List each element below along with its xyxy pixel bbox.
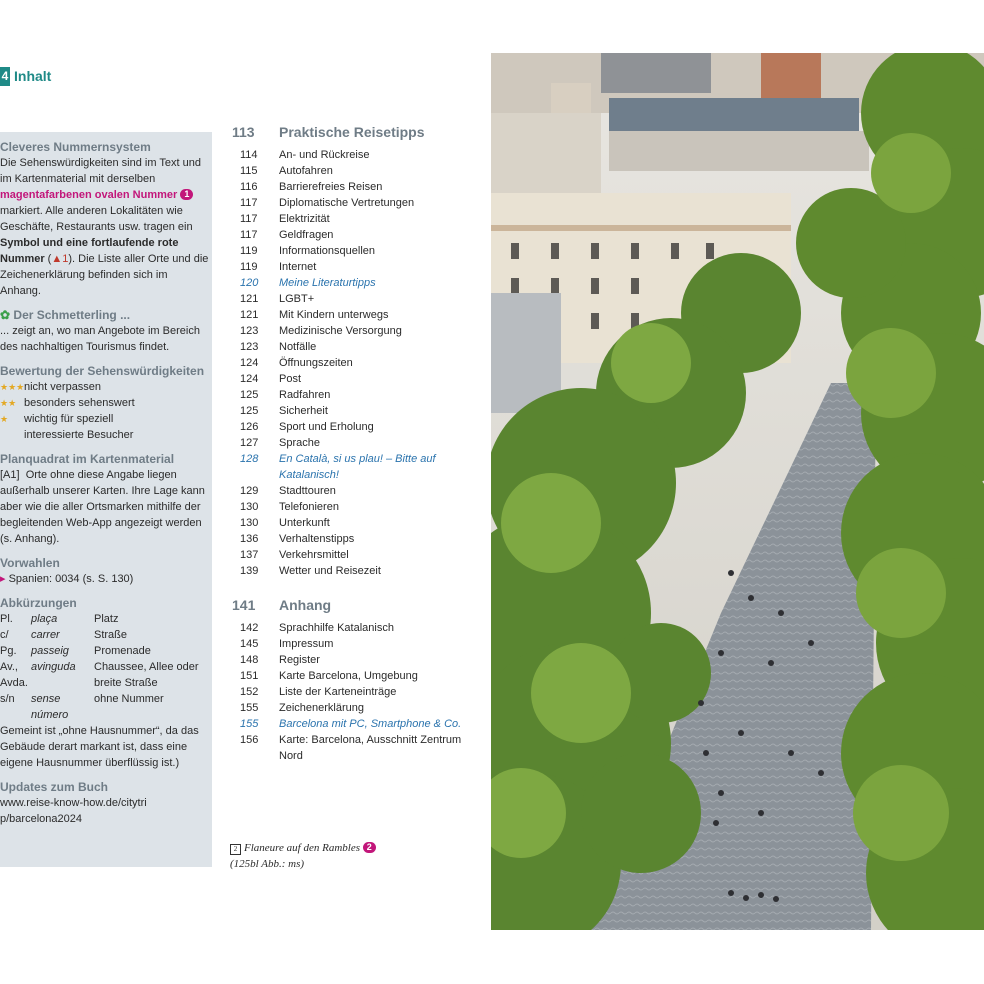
toc-entry[interactable] <box>232 435 462 451</box>
toc-sections <box>232 122 462 764</box>
abbr-catalan: carrer <box>31 629 60 641</box>
toc-entry[interactable] <box>232 499 462 515</box>
toc-entry-title: Unterkunft <box>279 517 330 529</box>
photo-credit: (125bl Abb.: ms) <box>230 858 305 870</box>
toc-entry-title: Meine Literaturtipps <box>279 277 376 289</box>
toc-entry-title: Sprachhilfe Katalanisch <box>279 622 394 634</box>
toc-entry[interactable] <box>232 147 462 163</box>
toc-entry-page: 145 <box>240 638 259 650</box>
toc-entry-page: 125 <box>240 389 259 401</box>
toc-entry[interactable] <box>232 243 462 259</box>
toc-entry-title: Verkehrsmittel <box>279 549 349 561</box>
rating-row <box>0 395 210 411</box>
toc-entry[interactable] <box>232 620 462 636</box>
text-part: Orte ohne diese Angabe liegen außerhalb unserer Karten. Ihre Lage kann aber wie die aller Ortsmarken mithilfe der begleitenden Web-App angezeigt werden (s. Anhang). <box>0 469 205 545</box>
toc-entry-page: 156 <box>240 734 259 746</box>
grid-code: [A1] <box>0 469 20 481</box>
bold-text: Symbol und eine fortlaufende rote Nummer <box>0 237 179 265</box>
toc-entry-page: 115 <box>240 165 258 177</box>
schmetterling-title: Der Schmetterling ... <box>13 308 131 322</box>
toc-entry-title: Sport und Erholung <box>279 421 374 433</box>
magenta-highlight: magentafarbenen ovalen Nummer <box>0 189 178 201</box>
toc-entry-title: Diplomatische Vertretungen <box>279 197 415 209</box>
toc-entry-page: 142 <box>240 622 259 634</box>
nummernsystem-heading: Cleveres Nummernsystem <box>0 140 151 154</box>
abbr: Pl. <box>0 613 13 625</box>
toc-entry-title: Telefonieren <box>279 501 339 513</box>
nummernsystem-text <box>0 155 210 299</box>
toc-entry-title: Impressum <box>279 638 334 650</box>
toc-section-title: Anhang <box>279 597 332 613</box>
stars-icon: ★ <box>0 414 9 424</box>
rating-label: wichtig für speziell interessierte Besucher <box>24 413 134 441</box>
oval-number-badge: 2 <box>363 842 376 853</box>
toc-entry-title: En Català, si us plau! – Bitte auf Katalanisch! <box>279 453 436 481</box>
toc-entry[interactable] <box>232 483 462 499</box>
toc-entry-title: Öffnungszeiten <box>279 357 353 369</box>
toc-section-title: Praktische Reisetipps <box>279 124 425 140</box>
toc-entry-title: Stadttouren <box>279 485 336 497</box>
toc-entry-title: Mit Kindern unterwegs <box>279 309 389 321</box>
toc-entry[interactable] <box>232 531 462 547</box>
abbr-german: Chaussee, Allee oder breite Straße <box>94 661 199 689</box>
caption-marker-icon: 2 <box>230 844 241 855</box>
text-part: Die Sehenswürdigkeiten sind im Text und im Kartenmaterial mit derselben <box>0 157 201 185</box>
toc-gap <box>232 579 462 595</box>
toc-entry-page: 123 <box>240 341 259 353</box>
toc-entry-title: Sicherheit <box>279 405 328 417</box>
caption-text: Flaneure auf den Rambles <box>244 842 360 854</box>
planquadrat-heading: Planquadrat im Kartenmaterial <box>0 452 175 466</box>
abbr: s/n <box>0 693 15 705</box>
photo-illustration <box>491 53 984 930</box>
abbr-german: Straße <box>94 629 128 641</box>
toc-entry[interactable] <box>232 307 462 323</box>
toc-entry-page: 127 <box>240 437 259 449</box>
toc-entry[interactable] <box>232 163 462 179</box>
toc-entry[interactable] <box>232 355 462 371</box>
toc-entry-title: Elektrizität <box>279 213 330 225</box>
abbr-catalan: plaça <box>31 613 58 625</box>
page-header <box>0 66 51 86</box>
page-title: Inhalt <box>14 68 52 84</box>
toc-entry-page: 120 <box>240 277 259 289</box>
abbreviation-table <box>0 611 210 723</box>
bewertung-heading: Bewertung der Sehenswürdigkeiten <box>0 364 205 378</box>
toc-entry-page: 117 <box>240 229 258 241</box>
table-of-contents <box>232 122 462 764</box>
toc-entry-title: Wetter und Reisezeit <box>279 565 381 577</box>
toc-entry[interactable] <box>232 179 462 195</box>
toc-entry-title: LGBT+ <box>279 293 315 305</box>
toc-entry[interactable] <box>232 291 462 307</box>
abbr: c/ <box>0 629 9 641</box>
toc-entry-title: Internet <box>279 261 317 273</box>
toc-entry-title: Barcelona mit PC, Smartphone & Co. <box>279 718 462 730</box>
abbreviation-row <box>0 611 210 627</box>
toc-entry-title: Post <box>279 373 302 385</box>
toc-entry-title: Informationsquellen <box>279 245 376 257</box>
text-part: ). Die Liste aller Orte und die Zeichenerklärung befinden sich im Anhang. <box>0 253 209 297</box>
toc-entry-page: 129 <box>240 485 259 497</box>
updates-url[interactable]: www.reise-know-how.de/citytrip/barcelona2024 <box>0 797 147 825</box>
toc-entry[interactable] <box>232 227 462 243</box>
toc-entry-title: Karte: Barcelona, Ausschnitt Zentrum Nord <box>279 734 462 762</box>
toc-entry-page: 155 <box>240 718 259 730</box>
toc-entry-title: Liste der Karteneinträge <box>279 686 397 698</box>
toc-entry-title: Verhaltenstipps <box>279 533 355 545</box>
toc-entry-title: Geldfragen <box>279 229 334 241</box>
abbreviation-row <box>0 627 210 643</box>
toc-entry-title: Autofahren <box>279 165 333 177</box>
abbr-catalan: sense número <box>31 693 69 721</box>
rating-list <box>0 379 210 443</box>
bullet-icon: ▸ <box>0 573 6 585</box>
rating-label: nicht verpassen <box>24 381 102 393</box>
toc-entry-page: 123 <box>240 325 259 337</box>
toc-entry-page: 136 <box>240 533 259 545</box>
toc-entry[interactable] <box>232 563 462 579</box>
toc-entry[interactable] <box>232 211 462 227</box>
abbreviation-note: Gemeint ist „ohne Hausnummer“, da das Gebäude derart markant ist, dass eine eigene Hausnummer überflüssig ist.) <box>0 725 199 769</box>
toc-entry[interactable] <box>232 275 462 291</box>
toc-entry[interactable] <box>232 515 462 531</box>
toc-entry-title: Karte Barcelona, Umgebung <box>279 670 418 682</box>
toc-entry[interactable] <box>232 716 462 732</box>
text-part: Spanien: 0034 (s. S. 130) <box>8 573 134 585</box>
toc-entry-page: 117 <box>240 213 258 225</box>
toc-entry-page: 116 <box>240 181 258 193</box>
abbr: Av., Avda. <box>0 661 28 689</box>
toc-entry-page: 124 <box>240 373 259 385</box>
toc-entry-title: Radfahren <box>279 389 331 401</box>
toc-entry-title: Sprache <box>279 437 320 449</box>
toc-entry-title: Notfälle <box>279 341 317 353</box>
schmetterling-text: ... zeigt an, wo man Angebote im Bereich des nachhaltigen Tourismus findet. <box>0 325 200 353</box>
toc-entry-page: 137 <box>240 549 259 561</box>
toc-entry[interactable] <box>232 323 462 339</box>
abbr-catalan: avinguda <box>31 661 76 673</box>
toc-entry[interactable] <box>232 547 462 563</box>
rating-label: besonders sehenswert <box>24 397 135 409</box>
toc-entry-page: 130 <box>240 517 259 529</box>
oval-number-badge: 1 <box>180 189 193 200</box>
butterfly-icon: ✿ <box>0 308 11 322</box>
toc-entry-page: 152 <box>240 686 259 698</box>
toc-entry-page: 151 <box>240 670 259 682</box>
toc-section-heading[interactable] <box>232 595 462 615</box>
toc-entry-page: 130 <box>240 501 259 513</box>
toc-entry-page: 119 <box>240 261 258 273</box>
toc-entry[interactable] <box>232 259 462 275</box>
abbr-german: Platz <box>94 613 119 625</box>
abbreviation-row <box>0 691 210 723</box>
stars-icon: ★★★ <box>0 382 25 392</box>
photo-caption <box>230 840 450 872</box>
rambla-aerial-photo <box>491 53 984 930</box>
abbr-german: ohne Nummer <box>94 693 164 705</box>
text-part: ( <box>44 253 52 265</box>
toc-entry-page: 117 <box>240 197 258 209</box>
toc-entry[interactable] <box>232 451 462 483</box>
planquadrat-text <box>0 467 210 547</box>
toc-entry-page: 121 <box>240 293 259 305</box>
abbr-german: Promenade <box>94 645 151 657</box>
rating-row <box>0 379 210 395</box>
toc-entry[interactable] <box>232 387 462 403</box>
vorwahlen-heading: Vorwahlen <box>0 556 60 570</box>
toc-entry-page: 114 <box>240 149 258 161</box>
toc-entry-page: 124 <box>240 357 259 369</box>
toc-entry[interactable] <box>232 339 462 355</box>
toc-entry-title: Zeichenerklärung <box>279 702 364 714</box>
abbreviation-row <box>0 643 210 659</box>
toc-entry-page: 128 <box>240 453 259 465</box>
toc-entry-title: Register <box>279 654 320 666</box>
toc-entry-page: 155 <box>240 702 259 714</box>
updates-heading: Updates zum Buch <box>0 780 109 794</box>
toc-entry[interactable] <box>232 195 462 211</box>
toc-entry[interactable] <box>232 403 462 419</box>
toc-entry-page: 119 <box>240 245 258 257</box>
abkuerzungen-heading: Abkürzungen <box>0 596 77 610</box>
toc-entry-page: 121 <box>240 309 259 321</box>
rating-row <box>0 411 210 443</box>
stars-icon: ★★ <box>0 398 17 408</box>
toc-section-page: 113 <box>232 124 255 140</box>
toc-section-page: 141 <box>232 597 256 613</box>
toc-entry-page: 126 <box>240 421 259 433</box>
abbr: Pg. <box>0 645 17 657</box>
toc-entry-title: An- und Rückreise <box>279 149 370 161</box>
toc-entry-title: Medizinische Versorgung <box>279 325 402 337</box>
toc-entry-title: Barrierefreies Reisen <box>279 181 383 193</box>
toc-entry[interactable] <box>232 636 462 652</box>
toc-entry-page: 148 <box>240 654 259 666</box>
toc-entry[interactable] <box>232 371 462 387</box>
schmetterling-heading <box>0 308 210 323</box>
red-symbol: ▲1 <box>51 253 69 265</box>
toc-entry-page: 139 <box>240 565 259 577</box>
toc-entry-page: 125 <box>240 405 259 417</box>
toc-entry[interactable] <box>232 652 462 668</box>
abbreviation-row <box>0 659 210 691</box>
toc-entry[interactable] <box>232 732 462 764</box>
toc-entry[interactable] <box>232 700 462 716</box>
text-part: markiert. Alle anderen Lokalitäten wie Geschäfte, Restaurants usw. tragen ein <box>0 205 193 233</box>
legend-sidebar <box>0 132 212 867</box>
toc-entry[interactable] <box>232 668 462 684</box>
abbr-catalan: passeig <box>31 645 69 657</box>
page-number: 4 <box>0 67 10 86</box>
vorwahlen-text <box>0 571 210 587</box>
toc-section-heading[interactable] <box>232 122 462 142</box>
toc-entry[interactable] <box>232 419 462 435</box>
toc-entry[interactable] <box>232 684 462 700</box>
